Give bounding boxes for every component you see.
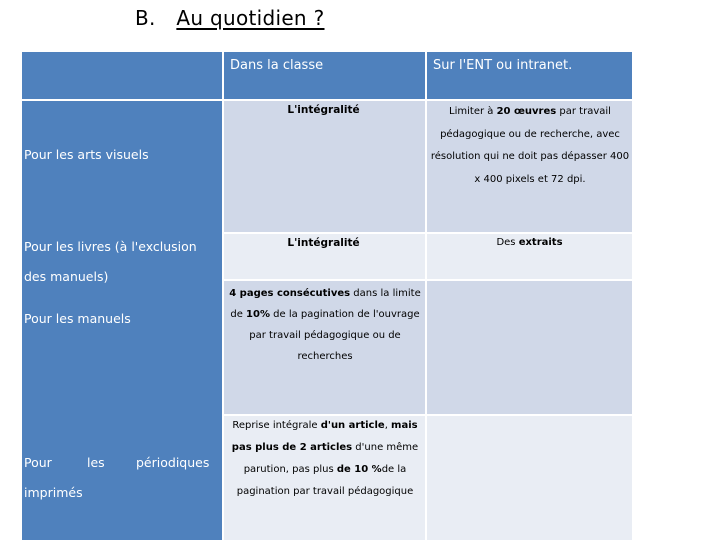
section-number: B. (135, 6, 156, 30)
periodiques-classe: Reprise intégrale d'un article, mais pas plus de 2 articles d'une même parution, pas plus de 10 %de la pagination par travail pédagogique (231, 420, 419, 497)
row-label-arts-visuels: Pour les arts visuels (24, 147, 149, 162)
row-label-manuels: Pour les manuels (24, 311, 131, 326)
section-title (135, 6, 325, 30)
arts-visuels-classe: L'intégralité (287, 104, 360, 116)
manuels-classe: 4 pages consécutives dans la limite de 10% de la pagination de l'ouvrage par travail pédagogique ou de recherches (229, 288, 421, 362)
section-heading: Au quotidien ? (176, 6, 325, 30)
header-dans-la-classe: Dans la classe (230, 58, 324, 73)
row-label-periodiques: Pour les périodiques imprimés (24, 455, 210, 500)
header-sur-ent: Sur l'ENT ou intranet. (433, 58, 573, 73)
livres-ent: Des extraits (496, 237, 563, 248)
arts-visuels-ent: Limiter à 20 œuvres par travail pédagogique ou de recherche, avec résolution qui ne doit pas dépasser 400 x 400 pixels et 72 dpi. (430, 106, 630, 185)
row-label-livres: Pour les livres (à l'exclusion des manuels) (24, 239, 197, 284)
livres-classe: L'intégralité (287, 237, 360, 249)
